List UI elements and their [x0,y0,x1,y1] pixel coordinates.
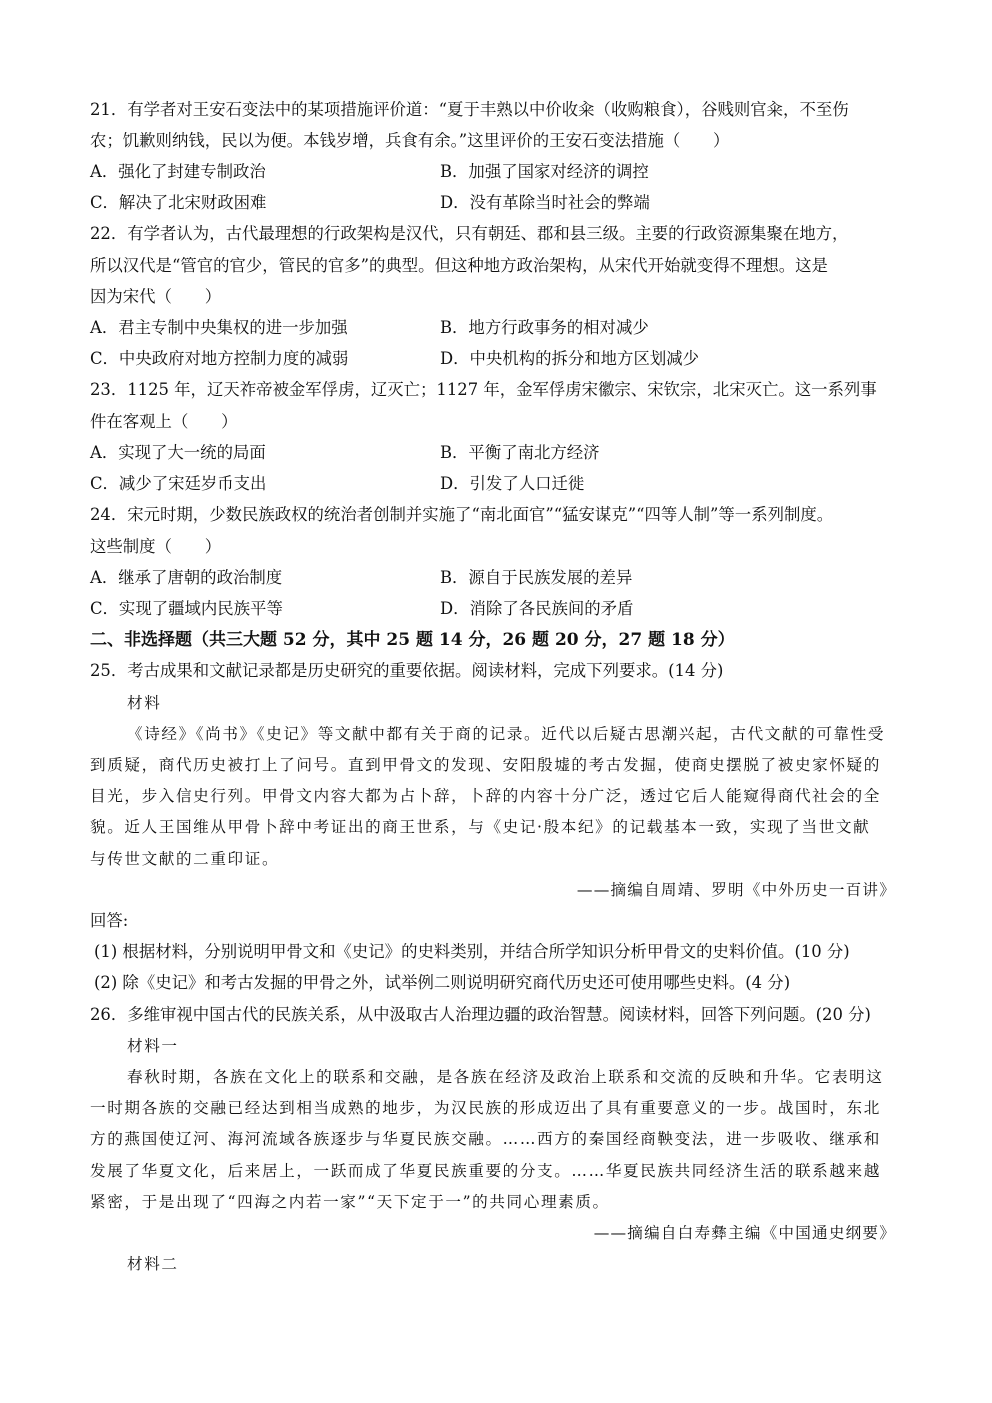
q25-sub-question-1: (1) 根据材料，分别说明甲骨文和《史记》的史料类别，并结合所学知识分析甲骨文的史料价值。(10 分) [94,942,850,961]
q24-option-b[interactable]: B．源自于民族发展的差异 [440,568,633,587]
q26-material1-line-3: 方的燕国使辽河、海河流域各族逐步与华夏民族交融。……西方的秦国经商鞅变法，进一步吸收、继承和 [90,1130,881,1148]
q24-option-d[interactable]: D．消除了各民族间的矛盾 [440,599,634,618]
q25-material-line-4: 貌。近人王国维从甲骨卜辞中考证出的商王世系，与《史记·殷本纪》的记载基本一致，实现了当世文献 [90,818,871,836]
q21-stem-line-2: 农；饥歉则纳钱，民以为便。本钱岁增，兵食有余。”这里评价的王安石变法措施（ ） [90,131,730,150]
q22-stem-line-2: 所以汉代是“管官的官少，管民的官多”的典型。但这种地方政治架构，从宋代开始就变得不理想。这是 [90,256,828,275]
q26-material1-line-1: 春秋时期，各族在文化上的联系和交融，是各族在经济及政治上联系和交流的反映和升华。它表明这 [127,1068,884,1086]
q23-stem-line-1: 23．1125 年，辽天祚帝被金军俘虏，辽灭亡；1127 年，金军俘虏宋徽宗、宋钦宗，北宋灭亡。这一系列事 [90,380,877,399]
q26-material1-line-5: 紧密，于是出现了“四海之内若一家”“天下定于一”的共同心理素质。 [90,1193,610,1211]
q24-option-c[interactable]: C．实现了疆域内民族平等 [90,599,283,618]
q23-stem-line-2: 件在客观上（ ） [90,412,238,431]
q25-sub-question-2: (2) 除《史记》和考古发掘的甲骨之外，试举例二则说明研究商代历史还可使用哪些史料。(4 分) [94,973,791,992]
q21-option-c[interactable]: C．解决了北宋财政困难 [90,193,267,212]
q26-material1-line-4: 发展了华夏文化，后来居上，一跃而成了华夏民族重要的分支。……华夏民族共同经济生活的联系越来越 [90,1162,881,1180]
q21-option-d[interactable]: D．没有革除当时社会的弊端 [440,193,650,212]
q22-stem-line-1: 22．有学者认为，古代最理想的行政架构是汉代，只有朝廷、郡和县三级。主要的行政资源集聚在地方， [90,224,849,243]
q23-option-b[interactable]: B．平衡了南北方经济 [440,443,600,462]
q22-option-a[interactable]: A．君主专制中央集权的进一步加强 [90,318,348,337]
q25-material-label: 材料 [127,694,162,712]
q25-material-line-1: 《诗经》《尚书》《史记》等文献中都有关于商的记录。近代以后疑古思潮兴起，古代文献的可靠性受 [127,725,886,743]
q23-option-d[interactable]: D．引发了人口迁徙 [440,474,585,493]
q26-material2-label: 材料二 [127,1255,179,1273]
q21-stem-line-1: 21．有学者对王安石变法中的某项措施评价道：“夏于丰熟以中价收籴（收购粮食），谷贱则官籴，不至伤 [90,100,849,119]
q25-source: ——摘编自周靖、罗明《中外历史一百讲》 [576,881,896,899]
q23-option-a[interactable]: A．实现了大一统的局面 [90,443,266,462]
q22-option-d[interactable]: D．中央机构的拆分和地方区划减少 [440,349,699,368]
q26-material1-line-2: 一时期各族的交融已经达到相当成熟的地步，为汉民族的形成迈出了具有重要意义的一步。战国时，东北 [90,1099,881,1117]
q24-stem-line-1: 24．宋元时期，少数民族政权的统治者创制并实施了“南北面官”“猛安谋克”“四等人制”等一系列制度。 [90,505,834,524]
q24-option-a[interactable]: A．继承了唐朝的政治制度 [90,568,283,587]
q25-material-line-2: 到质疑，商代历史被打上了问号。直到甲骨文的发现、安阳殷墟的考古发掘，使商史摆脱了被史家怀疑的 [90,756,881,774]
section-2-heading: 二、非选择题（共三大题 52 分，其中 25 题 14 分，26 题 20 分，27 题 18 分） [90,630,735,650]
q25-stem: 25．考古成果和文献记录都是历史研究的重要依据。阅读材料，完成下列要求。(14 分) [90,661,724,680]
q23-option-c[interactable]: C．减少了宋廷岁币支出 [90,474,267,493]
q26-stem: 26．多维审视中国古代的民族关系，从中汲取古人治理边疆的政治智慧。阅读材料，回答下列问题。(20 分) [90,1005,871,1024]
q22-option-c[interactable]: C．中央政府对地方控制力度的减弱 [90,349,349,368]
q22-stem-line-3: 因为宋代（ ） [90,287,222,306]
q22-option-b[interactable]: B．地方行政事务的相对减少 [440,318,649,337]
q21-option-a[interactable]: A．强化了封建专制政治 [90,162,266,181]
q25-material-line-5: 与传世文献的二重印证。 [90,850,280,868]
q24-stem-line-2: 这些制度（ ） [90,537,222,556]
q25-material-line-3: 目光，步入信史行列。甲骨文内容大都为占卜辞，卜辞的内容十分广泛，透过它后人能窥得商代社会的全 [90,787,881,805]
q26-source1: ——摘编自白寿彝主编《中国通史纲要》 [593,1224,896,1242]
q21-option-b[interactable]: B．加强了国家对经济的调控 [440,162,649,181]
q25-answer-label: 回答: [90,911,129,930]
q26-material1-label: 材料一 [127,1037,179,1055]
